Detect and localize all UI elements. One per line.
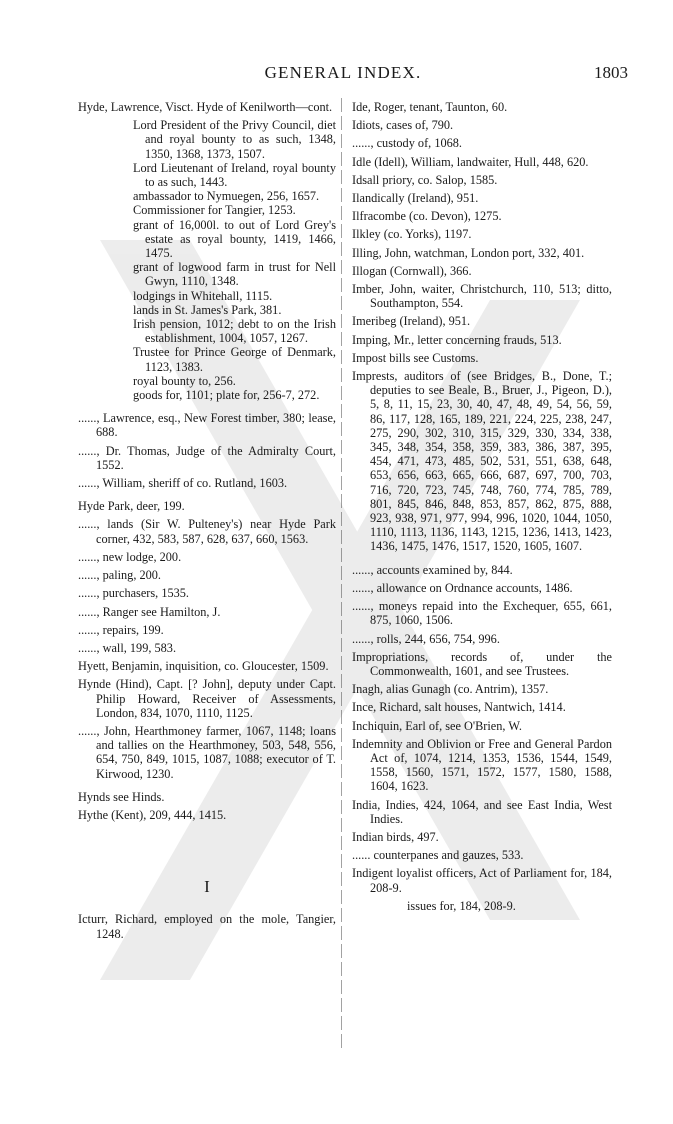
index-entry: Ince, Richard, salt houses, Nantwich, 1414. [352, 700, 566, 715]
index-entry: Ilfracombe (co. Devon), 1275. [352, 209, 502, 224]
page-header [86, 63, 628, 85]
index-entry: ......, lands (Sir W. Pulteney's) near Hyde Park corner, 432, 583, 587, 628, 637, 660, 1563. [78, 517, 336, 546]
index-entry: ......, rolls, 244, 656, 754, 996. [352, 631, 500, 646]
index-entry: grant of 16,000l. to out of Lord Grey's estate as royal bounty, 1419, 1466, 1475. [133, 217, 336, 261]
index-entry: ......, Lawrence, esq., New Forest timber, 380; lease, 688. [78, 411, 336, 440]
index-entry: Impost bills see Customs. [352, 350, 479, 365]
index-entry: Hyett, Benjamin, inquisition, co. Gloucester, 1509. [78, 659, 329, 674]
index-entry: ......, paling, 200. [78, 568, 161, 583]
index-entry: Commissioner for Tangier, 1253. [133, 203, 296, 218]
index-entry: Lord Lieutenant of Ireland, royal bounty to as such, 1443. [133, 160, 336, 190]
index-entry: ......, Dr. Thomas, Judge of the Admiralty Court, 1552. [78, 443, 336, 472]
index-entry: Ilkley (co. Yorks), 1197. [352, 227, 472, 242]
index-entry: Icturr, Richard, employed on the mole, Tangier, 1248. [78, 912, 336, 941]
index-entry: Lord President of the Privy Council, diet and royal bounty to as such, 1348, 1350, 1368, 1373, 1507. [133, 118, 336, 161]
index-entry: India, Indies, 424, 1064, and see East India, West Indies. [352, 797, 612, 826]
index-entry: Illogan (Cornwall), 366. [352, 263, 472, 278]
index-entry: Imping, Mr., letter concerning frauds, 513. [352, 332, 562, 347]
index-entry: Imeribeg (Ireland), 951. [352, 314, 471, 329]
index-entry: Hynds see Hinds. [78, 789, 165, 804]
index-entry: ambassador to Nymuegen, 256, 1657. [133, 189, 320, 204]
index-entry: ...... counterpanes and gauzes, 533. [352, 848, 524, 863]
index-entry: Idle (Idell), William, landwaiter, Hull, 448, 620. [352, 154, 589, 169]
index-column-right [352, 100, 612, 913]
index-entry: Impropriations, records of, under the Commonwealth, 1601, and see Trustees. [352, 649, 612, 678]
index-entry: Hyde, Lawrence, Visct. Hyde of Kenilworth—cont. [78, 100, 333, 114]
index-entry: ......, William, sheriff of co. Rutland, 1603. [78, 476, 288, 491]
index-entry: Inchiquin, Earl of, see O'Brien, W. [352, 718, 522, 733]
index-entry: Hythe (Kent), 209, 444, 1415. [78, 807, 227, 822]
index-entry: ......, allowance on Ordnance accounts, 1486. [352, 580, 573, 595]
index-entry: ......, John, Hearthmoney farmer, 1067, 1148; loans and tallies on the Hearthmoney, 503, 548, 556, 654, 750, 849, 1015, 1087, 1088; executor of T. Kirwood, 1230. [78, 723, 336, 781]
index-entry: goods for, 1101; plate for, 256-7, 272. [133, 388, 320, 403]
index-entry: Ilandically (Ireland), 951. [352, 191, 479, 206]
index-entry: lodgings in Whitehall, 1115. [133, 288, 273, 303]
index-entry: Irish pension, 1012; debt to on the Irish establishment, 1004, 1057, 1267. [133, 317, 336, 346]
index-entry: ......, accounts examined by, 844. [352, 562, 513, 577]
page-number: 1803 [594, 63, 628, 82]
index-entry: Idiots, cases of, 790. [352, 118, 454, 133]
section-letter: I [204, 877, 210, 897]
index-entry: Imprests, auditors of (see Bridges, B., Done, T.; deputies to see Beale, B., Bruer, J., Pigeon, D.), 5, 8, 11, 15, 23, 30, 40, 47, 48, 49, 54, 56, 59, 86, 117, 128, 165, 189, 221, 224, 225, 238, 247, 275, 290, 302, 310, 315, 329, 330, 334, 338, 345, 348, 354, 358, 359, 383, 386, 387, 395, 454, 471, 473, 485, 502, 531, 551, 638, 648, 653, 656, 663, 665, 666, 687, 697, 700, 703, 716, 720, 723, 745, 748, 760, 774, 785, 789, 801, 845, 846, 848, 853, 857, 862, 875, 888, 923, 938, 971, 977, 994, 996, 1020, 1044, 1050, 1110, 1113, 1136, 1143, 1215, 1236, 1413, 1423, 1436, 1475, 1476, 1517, 1520, 1605, 1607. [352, 369, 612, 554]
index-entry: Hynde (Hind), Capt. [? John], deputy under Capt. Philip Howard, Receiver of Assessments, London, 834, 1070, 1110, 1125. [78, 677, 336, 720]
index-entry: ......, custody of, 1068. [352, 136, 462, 151]
index-entry: ......, moneys repaid into the Exchequer, 655, 661, 875, 1060, 1506. [352, 599, 612, 628]
index-entry: ......, wall, 199, 583. [78, 640, 177, 655]
index-entry: ......, new lodge, 200. [78, 549, 182, 564]
index-entry: Indemnity and Oblivion or Free and General Pardon Act of, 1074, 1214, 1353, 1536, 1544, 1549, 1558, 1560, 1571, 1572, 1577, 1580, 1588, 1604, 1623. [352, 736, 612, 794]
index-entry: lands in St. James's Park, 381. [133, 302, 282, 317]
index-column-left [78, 100, 336, 945]
index-entry: Hyde Park, deer, 199. [78, 499, 185, 514]
index-entry: Imber, John, waiter, Christchurch, 110, 513; ditto, Southampton, 554. [352, 282, 612, 311]
column-divider [341, 98, 342, 1048]
index-entry: Illing, John, watchman, London port, 332, 401. [352, 245, 585, 260]
index-entry: Indigent loyalist officers, Act of Parliament for, 184, 208-9. [352, 866, 612, 895]
index-entry: Indian birds, 497. [352, 829, 439, 844]
index-entry: issues for, 184, 208-9. [407, 898, 516, 913]
index-entry: Trustee for Prince George of Denmark, 1123, 1383. [133, 345, 336, 374]
index-entry: Ide, Roger, tenant, Taunton, 60. [352, 100, 508, 114]
index-entry: grant of logwood farm in trust for Nell Gwyn, 1110, 1348. [133, 260, 336, 289]
index-entry: ......, purchasers, 1535. [78, 586, 189, 601]
index-entry: ......, Ranger see Hamilton, J. [78, 604, 221, 619]
index-entry: Idsall priory, co. Salop, 1585. [352, 172, 498, 187]
page-title: GENERAL INDEX. [264, 63, 422, 82]
index-entry: royal bounty to, 256. [133, 373, 236, 388]
index-entry: Inagh, alias Gunagh (co. Antrim), 1357. [352, 682, 549, 697]
index-entry: ......, repairs, 199. [78, 622, 164, 637]
